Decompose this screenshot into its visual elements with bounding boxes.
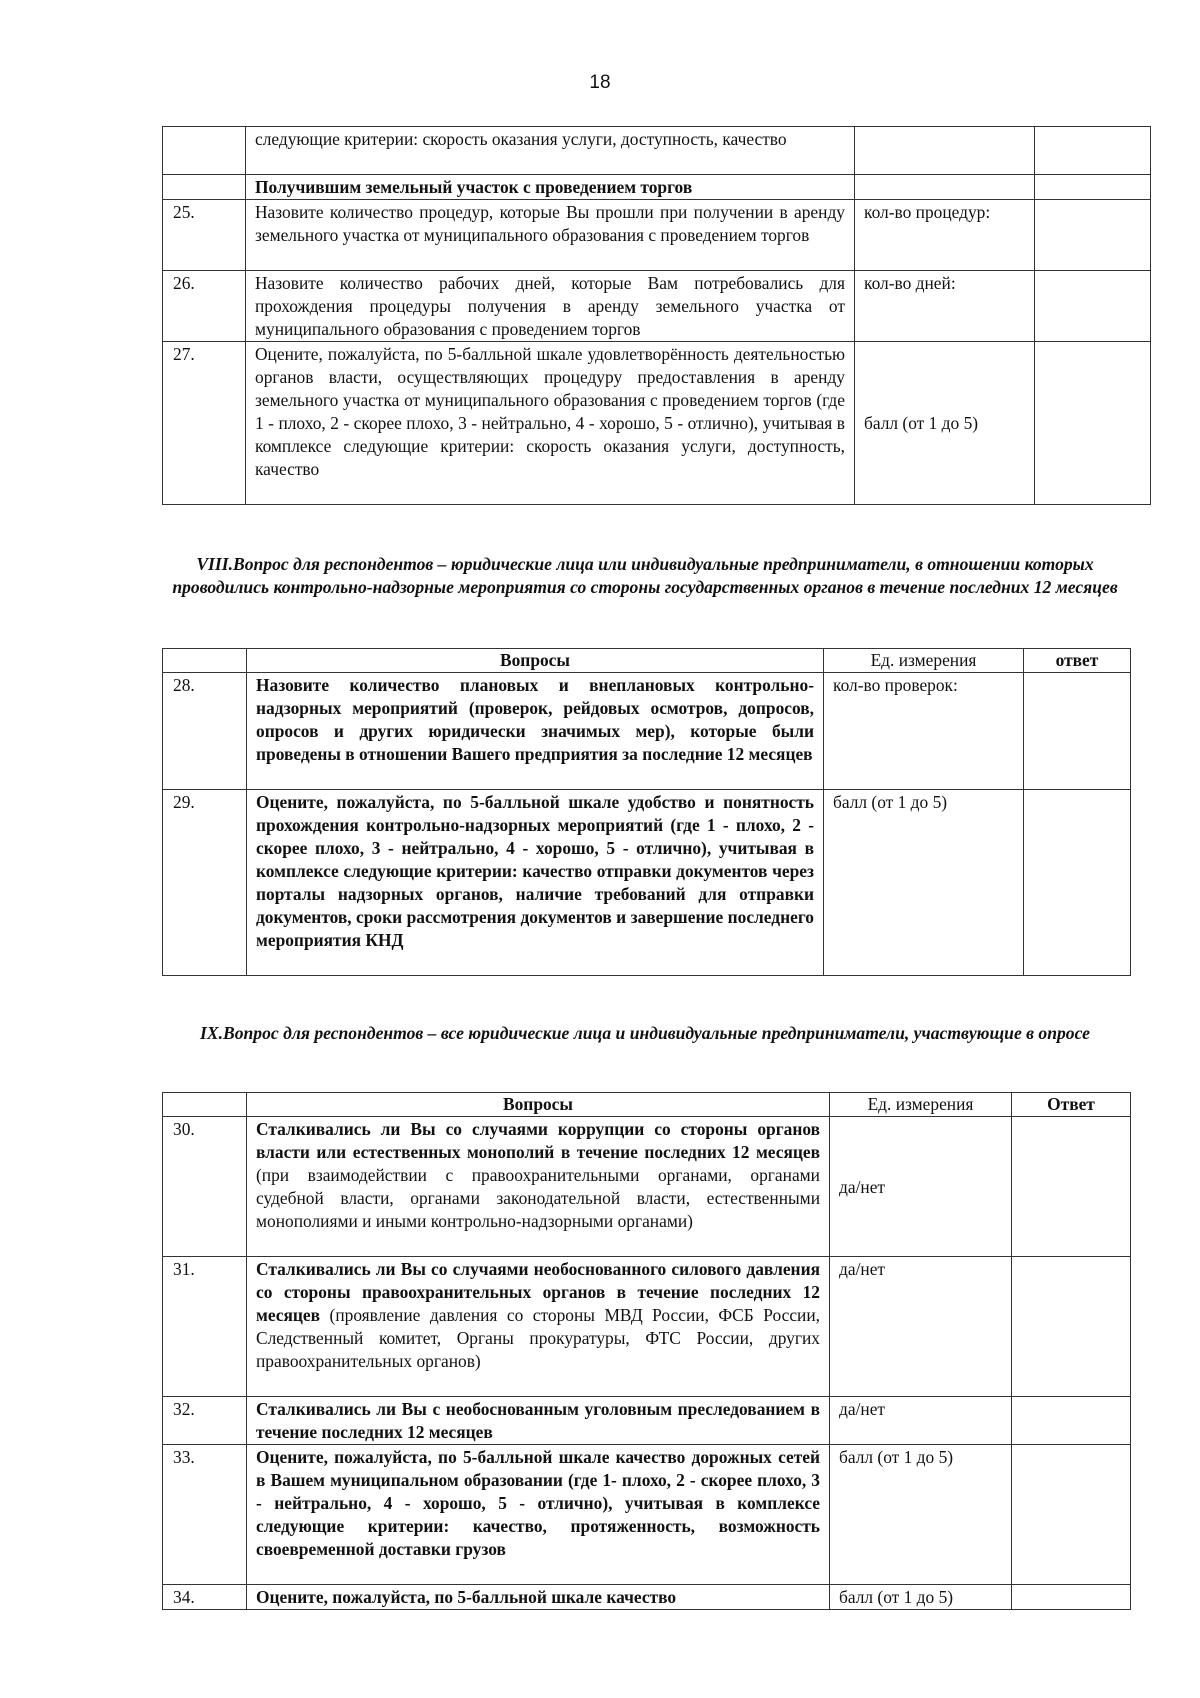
survey-table-section-8	[162, 648, 1131, 976]
subheader-text: Получившим земельный участок с проведением торгов	[246, 175, 855, 200]
survey-table-section-9	[162, 1092, 1131, 1610]
row-number	[163, 127, 246, 175]
column-header-answer: ответ	[1024, 649, 1131, 673]
column-header-unit: Ед. измерения	[830, 1093, 1012, 1117]
table-row	[163, 127, 1151, 175]
table-row	[163, 1397, 1131, 1445]
unit-cell: балл (от 1 до 5)	[830, 1585, 1012, 1610]
table-subheader-row	[163, 175, 1151, 200]
table-row	[163, 342, 1151, 505]
unit-cell: кол-во дней:	[855, 271, 1035, 342]
question-text	[247, 1585, 830, 1610]
question-bold-part: Сталкивались ли Вы со случаями необоснованного силового давления со стороны правоохранительных органов в течение последних 12 месяцев	[256, 1259, 820, 1325]
column-header-questions: Вопросы	[247, 649, 824, 673]
row-number: 26.	[163, 271, 246, 342]
row-number: 32.	[163, 1397, 247, 1445]
question-bold-part: Оцените, пожалуйста, по 5-балльной шкале качество дорожных сетей в Вашем муниципальном образовании (где 1- плохо, 2 - скорее плохо, 3 - нейтрально, 4 - хорошо, 5 - отлично), учитывая в комплексе следующие критерии: качество, протяженность, возможность своевременной доставки грузов	[256, 1447, 820, 1559]
table-row	[163, 673, 1131, 790]
question-text: Оцените, пожалуйста, по 5-балльной шкале удовлетворённость деятельностью органов власти, осуществляющих процедуру предоставления в аренду земельного участка от муниципального образования с проведением торгов (где 1 - плохо, 2 - скорее плохо, 3 - нейтрально, 4 - хорошо, 5 - отлично), учитывая в комплексе следующие критерии: скорость оказания услуги, доступность, качество	[246, 342, 855, 505]
question-text	[247, 1257, 830, 1397]
section-8-heading: VIII.Вопрос для респондентов – юридические лица или индивидуальные предприниматели, в отношении которых проводились контрольно-надзорные мероприятия со стороны государственных органов в течение последних 12 месяцев	[172, 554, 1118, 597]
question-bold-part: Оцените, пожалуйста, по 5-балльной шкале качество	[256, 1587, 677, 1607]
question-text: Назовите количество плановых и внеплановых контрольно-надзорных мероприятий (проверок, рейдовых осмотров, допросов, опросов и других юридически значимых мер), которые были проведены в отношении Вашего предприятия за последние 12 месяцев	[247, 673, 824, 790]
section-9-heading: IX.Вопрос для респондентов – все юридические лица и индивидуальные предприниматели, участвующие в опросе	[200, 1023, 1090, 1043]
row-number: 34.	[163, 1585, 247, 1610]
table-row	[163, 1585, 1131, 1610]
question-text: Назовите количество процедур, которые Вы прошли при получении в аренду земельного участка от муниципального образования с проведением торгов	[246, 200, 855, 271]
table-row	[163, 271, 1151, 342]
row-number: 30.	[163, 1117, 247, 1257]
page-number: 18	[589, 72, 611, 93]
column-header-questions: Вопросы	[247, 1093, 830, 1117]
answer-cell[interactable]	[1024, 790, 1131, 976]
answer-cell[interactable]	[1035, 175, 1151, 200]
table-row	[163, 1445, 1131, 1585]
question-text: следующие критерии: скорость оказания услуги, доступность, качество	[246, 127, 855, 175]
table-row	[163, 790, 1131, 976]
unit-cell: балл (от 1 до 5)	[855, 342, 1035, 505]
answer-cell[interactable]	[1024, 673, 1131, 790]
row-number	[163, 175, 246, 200]
unit-cell	[855, 175, 1035, 200]
row-number: 29.	[163, 790, 247, 976]
question-text: Назовите количество рабочих дней, которые Вам потребовались для прохождения процедуры получения в аренду земельного участка от муниципального образования с проведением торгов	[246, 271, 855, 342]
unit-cell: да/нет	[830, 1257, 1012, 1397]
row-number: 31.	[163, 1257, 247, 1397]
answer-cell[interactable]	[1012, 1257, 1131, 1397]
column-header-answer: Ответ	[1012, 1093, 1131, 1117]
column-header-num	[163, 649, 247, 673]
answer-cell[interactable]	[1012, 1585, 1131, 1610]
answer-cell[interactable]	[1035, 342, 1151, 505]
question-bold-part: Сталкивались ли Вы со случаями коррупции со стороны органов власти или естественных монополий в течение последних 12 месяцев	[256, 1119, 820, 1162]
table-row	[163, 1117, 1131, 1257]
row-number: 28.	[163, 673, 247, 790]
answer-cell[interactable]	[1012, 1445, 1131, 1585]
answer-cell[interactable]	[1012, 1397, 1131, 1445]
unit-cell: да/нет	[830, 1117, 1012, 1257]
row-number: 27.	[163, 342, 246, 505]
question-normal-part: (при взаимодействии с правоохранительными органами, органами судебной власти, органами законодательной власти, естественными монополиями и иными контрольно-надзорными органами)	[256, 1165, 820, 1231]
unit-cell: балл (от 1 до 5)	[824, 790, 1024, 976]
unit-cell: кол-во проверок:	[824, 673, 1024, 790]
question-text	[247, 1117, 830, 1257]
survey-table-continued	[162, 126, 1151, 505]
column-header-num	[163, 1093, 247, 1117]
unit-cell	[855, 127, 1035, 175]
unit-cell: кол-во процедур:	[855, 200, 1035, 271]
unit-cell: балл (от 1 до 5)	[830, 1445, 1012, 1585]
column-header-unit: Ед. измерения	[824, 649, 1024, 673]
question-normal-part: (проявление давления со стороны МВД России, ФСБ России, Следственный комитет, Органы прокуратуры, ФТС России, других правоохранительных органов)	[256, 1305, 820, 1371]
answer-cell[interactable]	[1035, 271, 1151, 342]
table-header-row	[163, 1093, 1131, 1117]
table-header-row	[163, 649, 1131, 673]
question-text: Оцените, пожалуйста, по 5-балльной шкале удобство и понятность прохождения контрольно-надзорных мероприятий (где 1 - плохо, 2 - скорее плохо, 3 - нейтрально, 4 - хорошо, 5 - отлично), учитывая в комплексе следующие критерии: качество отправки документов через порталы надзорных органов, наличие требований для отправки документов, сроки рассмотрения документов и завершение последнего мероприятия КНД	[247, 790, 824, 976]
question-text	[247, 1397, 830, 1445]
answer-cell[interactable]	[1035, 127, 1151, 175]
row-number: 33.	[163, 1445, 247, 1585]
answer-cell[interactable]	[1035, 200, 1151, 271]
table-row	[163, 200, 1151, 271]
unit-cell: да/нет	[830, 1397, 1012, 1445]
answer-cell[interactable]	[1012, 1117, 1131, 1257]
row-number: 25.	[163, 200, 246, 271]
table-row	[163, 1257, 1131, 1397]
question-bold-part: Сталкивались ли Вы с необоснованным уголовным преследованием в течение последних 12 месяцев	[256, 1399, 820, 1442]
question-text	[247, 1445, 830, 1585]
